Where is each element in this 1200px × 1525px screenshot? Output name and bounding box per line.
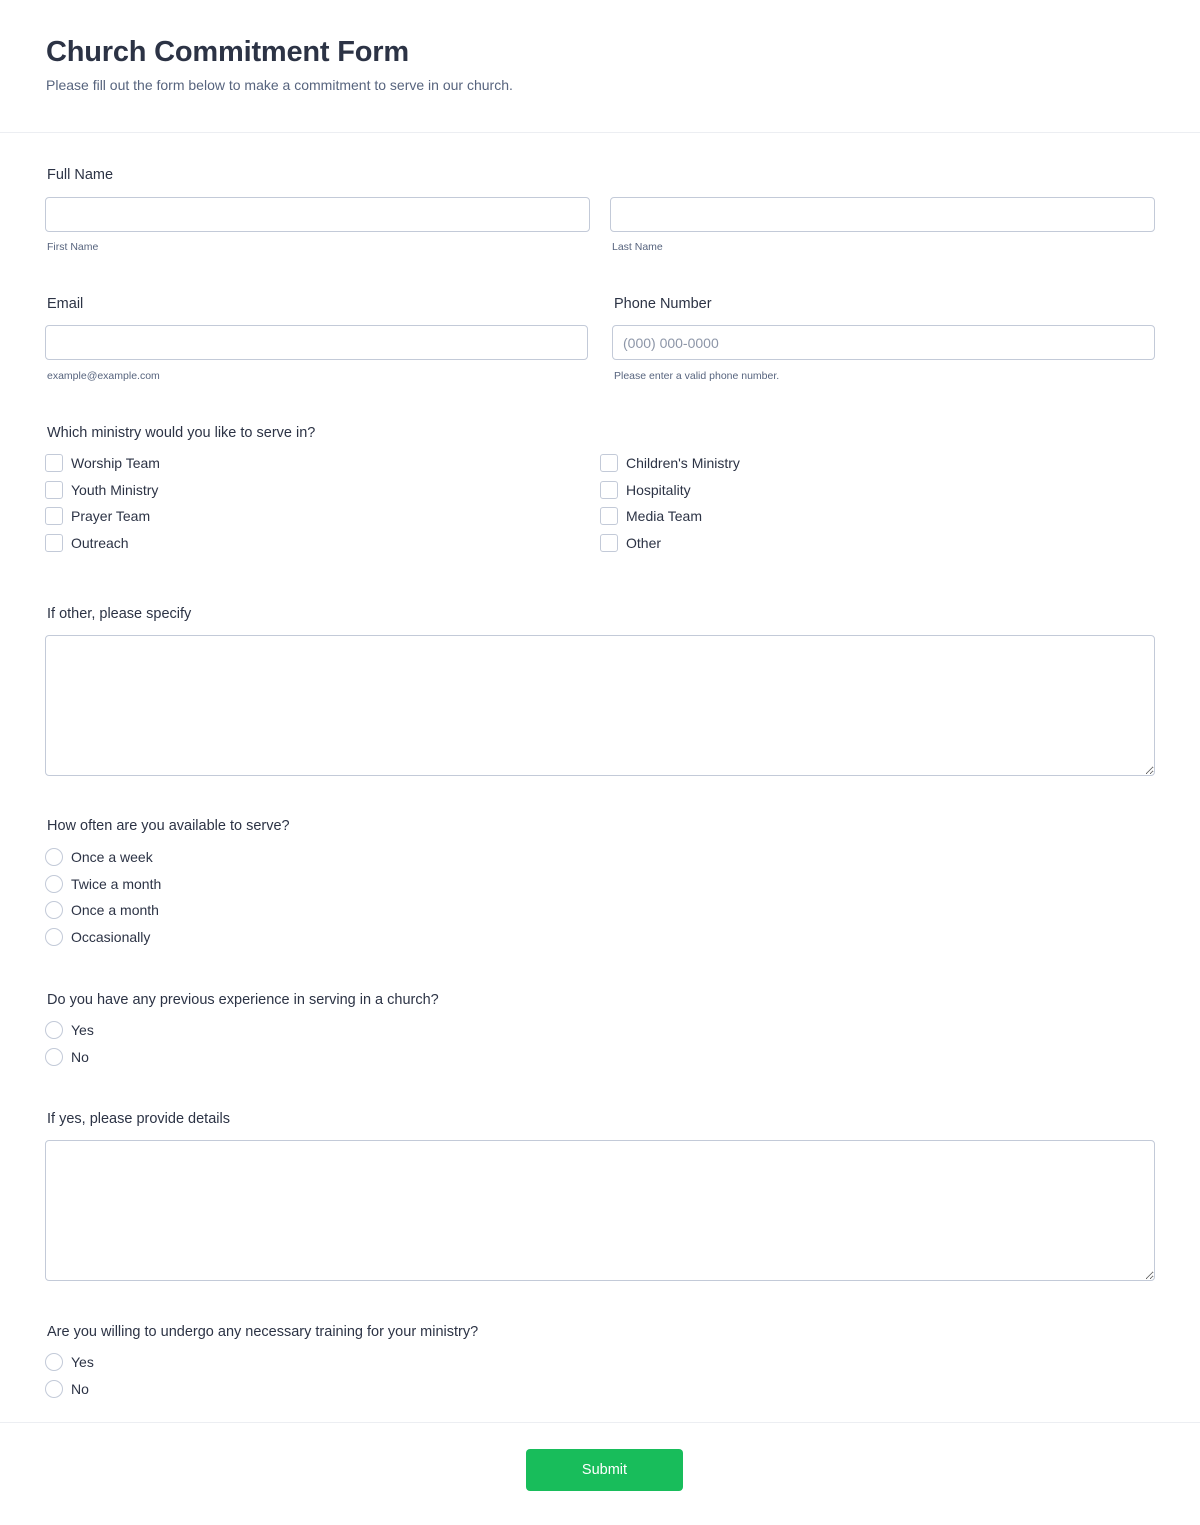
page-subtitle: Please fill out the form below to make a commitment to serve in our church. [46, 77, 513, 93]
checkbox[interactable] [600, 454, 618, 472]
other-specify-label: If other, please specify [47, 606, 192, 622]
checkbox[interactable] [600, 534, 618, 552]
training-label: Are you willing to undergo any necessary training for your ministry? [47, 1324, 479, 1340]
other-specify-textarea[interactable] [45, 635, 1155, 776]
option-label: Yes [71, 1022, 94, 1038]
option-label: Outreach [71, 535, 129, 551]
email-input[interactable] [45, 325, 588, 360]
ministry-option-youth-ministry[interactable] [45, 481, 158, 499]
ministry-option-outreach[interactable] [45, 534, 129, 552]
page-title: Church Commitment Form [46, 36, 409, 68]
experience-option-no[interactable] [45, 1048, 89, 1066]
first-name-sublabel: First Name [47, 241, 99, 253]
training-option-yes[interactable] [45, 1353, 94, 1371]
availability-option-twice-a-month[interactable] [45, 875, 161, 893]
checkbox[interactable] [45, 534, 63, 552]
option-label: Twice a month [71, 876, 162, 892]
option-label: No [71, 1049, 89, 1065]
option-label: Other [626, 535, 662, 551]
submit-button[interactable]: Submit [526, 1449, 683, 1491]
checkbox[interactable] [600, 507, 618, 525]
experience-label: Do you have any previous experience in serving in a church? [47, 992, 439, 1008]
radio-button[interactable] [45, 875, 63, 893]
availability-label: How often are you available to serve? [47, 818, 290, 834]
option-label: Media Team [626, 508, 703, 524]
option-label: Occasionally [71, 929, 151, 945]
phone-input[interactable] [612, 325, 1155, 360]
radio-button[interactable] [45, 928, 63, 946]
checkbox[interactable] [45, 454, 63, 472]
option-label: Worship Team [71, 455, 160, 471]
option-label: Youth Ministry [71, 482, 159, 498]
option-label: No [71, 1381, 89, 1397]
availability-option-once-a-week[interactable] [45, 848, 153, 866]
phone-label: Phone Number [614, 296, 712, 312]
checkbox[interactable] [45, 481, 63, 499]
radio-button[interactable] [45, 1048, 63, 1066]
ministry-option-media-team[interactable] [600, 507, 702, 525]
radio-button[interactable] [45, 1021, 63, 1039]
experience-details-label: If yes, please provide details [47, 1111, 230, 1127]
option-label: Children's Ministry [626, 455, 740, 471]
radio-button[interactable] [45, 1353, 63, 1371]
option-label: Prayer Team [71, 508, 151, 524]
email-sublabel: example@example.com [47, 370, 160, 382]
ministry-option-hospitality[interactable] [600, 481, 691, 499]
checkbox[interactable] [600, 481, 618, 499]
option-label: Hospitality [626, 482, 691, 498]
ministry-label: Which ministry would you like to serve in? [47, 425, 316, 441]
option-label: Once a week [71, 849, 153, 865]
last-name-sublabel: Last Name [612, 241, 663, 253]
option-label: Once a month [71, 902, 159, 918]
experience-details-textarea[interactable] [45, 1140, 1155, 1281]
availability-option-once-a-month[interactable] [45, 901, 159, 919]
radio-button[interactable] [45, 1380, 63, 1398]
checkbox[interactable] [45, 507, 63, 525]
ministry-option-prayer-team[interactable] [45, 507, 150, 525]
last-name-input[interactable] [610, 197, 1155, 232]
training-option-no[interactable] [45, 1380, 89, 1398]
phone-sublabel: Please enter a valid phone number. [614, 370, 780, 382]
ministry-option-other[interactable] [600, 534, 661, 552]
radio-button[interactable] [45, 848, 63, 866]
form-header [0, 0, 1200, 133]
email-label: Email [47, 296, 84, 312]
ministry-option-worship-team[interactable] [45, 454, 160, 472]
first-name-input[interactable] [45, 197, 590, 232]
option-label: Yes [71, 1354, 94, 1370]
full-name-label: Full Name [47, 167, 114, 183]
footer-divider [0, 1422, 1200, 1423]
experience-option-yes[interactable] [45, 1021, 94, 1039]
radio-button[interactable] [45, 901, 63, 919]
ministry-option-childrens-ministry[interactable] [600, 454, 740, 472]
availability-option-occasionally[interactable] [45, 928, 150, 946]
